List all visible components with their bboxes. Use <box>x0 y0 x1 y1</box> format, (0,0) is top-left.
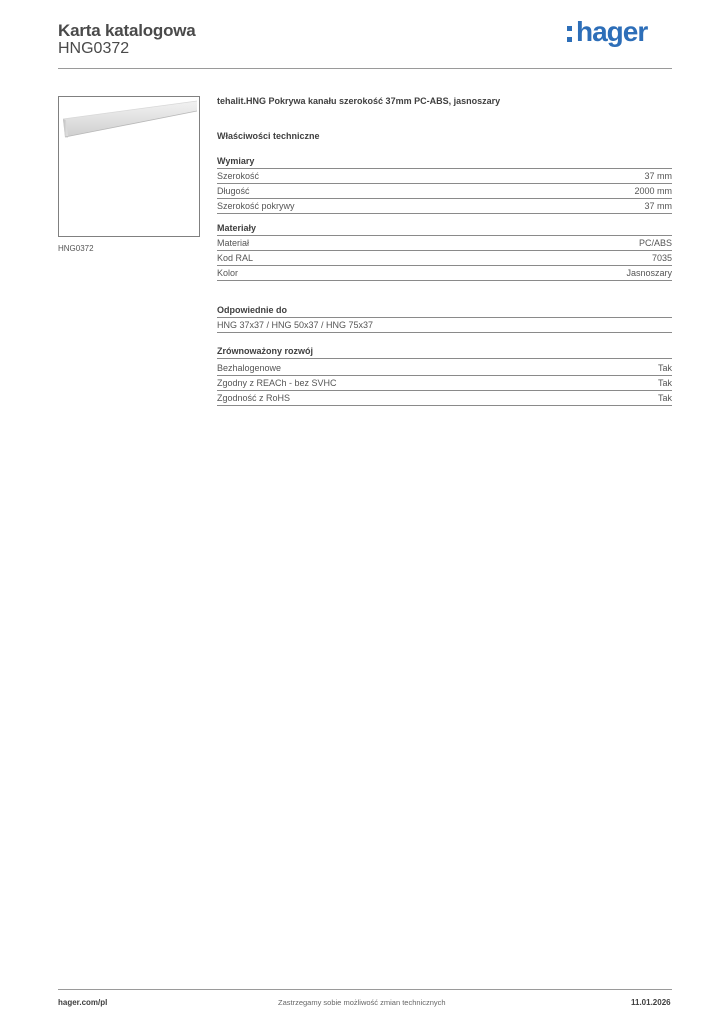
footer-divider <box>58 989 672 990</box>
image-caption: HNG0372 <box>58 244 94 253</box>
table-row <box>217 252 672 266</box>
property-name: Zgodność z RoHS <box>217 393 291 403</box>
section-title: Zrównoważony rozwój <box>217 346 672 359</box>
table-row <box>217 362 672 376</box>
table-row <box>217 319 672 333</box>
property-name: Szerokość <box>217 171 260 181</box>
property-name: Szerokość pokrywy <box>217 201 295 211</box>
section-sustainability <box>217 346 672 406</box>
logo-wordmark: hager <box>576 16 648 47</box>
table-row <box>217 185 672 199</box>
property-name: Zgodny z REACh - bez SVHC <box>217 378 337 388</box>
section-title: Odpowiednie do <box>217 305 672 318</box>
footer-date: 11.01.2026 <box>631 998 671 1007</box>
property-value: 37 mm <box>644 171 672 181</box>
section-compatible-with <box>217 305 672 333</box>
tech-properties-heading: Właściwości techniczne <box>217 131 320 141</box>
property-name: Bezhalogenowe <box>217 363 282 373</box>
cover-strip-illustration <box>59 97 199 236</box>
property-value: 37 mm <box>644 201 672 211</box>
property-value: PC/ABS <box>638 238 672 248</box>
table-row <box>217 267 672 281</box>
header-divider <box>58 68 672 69</box>
property-value: 7035 <box>651 253 672 263</box>
property-value: Tak <box>657 363 672 373</box>
property-name: Długość <box>217 186 250 196</box>
property-value: Tak <box>657 393 672 403</box>
hager-logo <box>567 17 647 47</box>
logo-dots-icon <box>567 22 573 42</box>
product-code: HNG0372 <box>58 40 130 57</box>
product-description: tehalit.HNG Pokrywa kanału szerokość 37mm PC-ABS, jasnoszary <box>217 96 501 106</box>
section-title: Wymiary <box>217 156 672 169</box>
compatible-products: HNG 37x37 / HNG 50x37 / HNG 75x37 <box>217 320 374 330</box>
property-value: Tak <box>657 378 672 388</box>
page-title: Karta katalogowa <box>58 21 196 40</box>
property-name: Kod RAL <box>217 253 254 263</box>
table-row <box>217 392 672 406</box>
table-row <box>217 377 672 391</box>
property-name: Materiał <box>217 238 250 248</box>
section-materials <box>217 223 672 281</box>
property-name: Kolor <box>217 268 239 278</box>
product-image <box>58 96 200 237</box>
footer-disclaimer: Zastrzegamy sobie możliwość zmian technicznych <box>278 998 446 1007</box>
table-row <box>217 237 672 251</box>
footer-website-link[interactable]: hager.com/pl <box>58 998 108 1007</box>
property-value: 2000 mm <box>634 186 672 196</box>
section-dimensions <box>217 156 672 214</box>
table-row <box>217 200 672 214</box>
section-title: Materiały <box>217 223 672 236</box>
property-value: Jasnoszary <box>626 268 672 278</box>
table-row <box>217 170 672 184</box>
